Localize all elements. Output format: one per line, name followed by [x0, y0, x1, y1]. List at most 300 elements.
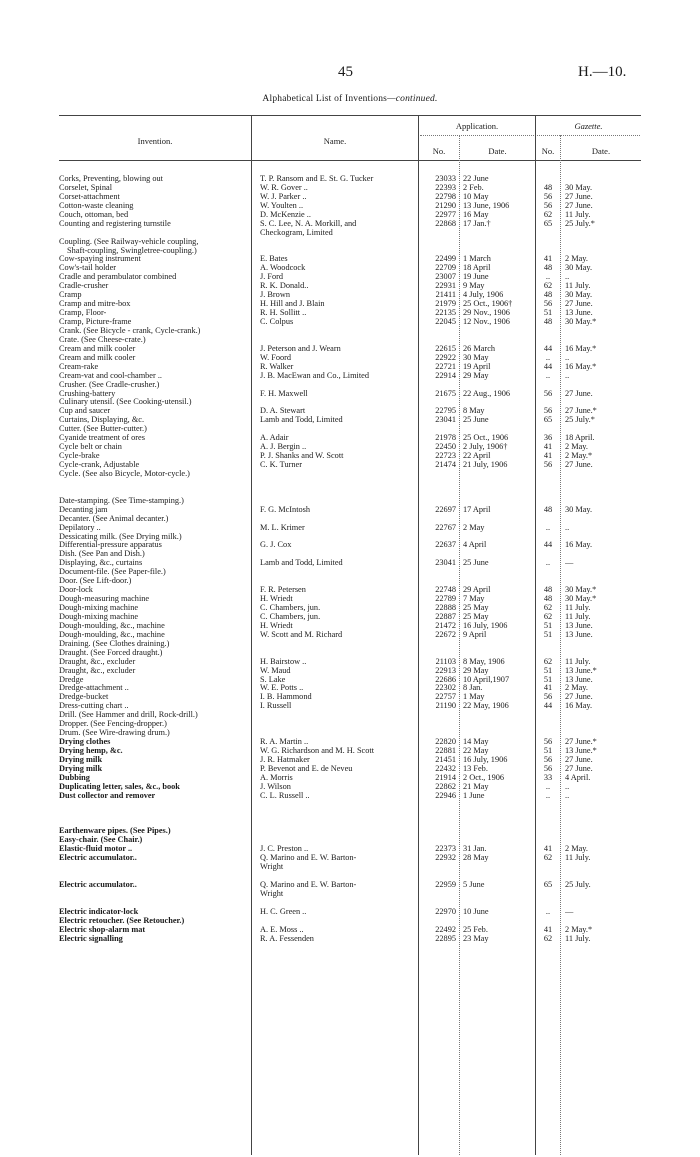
cross-reference-row: [0, 577, 700, 586]
invention-cell: Dough-mixing machine: [59, 604, 139, 612]
name-cell: Checkogram, Limited: [260, 228, 333, 237]
gazette-date-cell: ..: [565, 791, 570, 800]
application-number-cell: 22767: [435, 523, 456, 532]
application-number-cell: 22914: [435, 371, 456, 380]
table-row: [0, 291, 700, 300]
invention-cell: Dough-moulding, &c., machine: [59, 621, 165, 630]
application-number-cell: 22723: [435, 452, 456, 461]
name-cell: A. J. Bergin ..: [260, 443, 307, 452]
application-number-cell: 21190: [435, 702, 456, 711]
invention-cell: Drying clothes: [59, 738, 111, 747]
application-date-cell: 2 Oct., 1906: [463, 773, 505, 782]
application-date-cell: 25 Oct., 1906†: [463, 300, 513, 309]
application-number-cell: 23007: [435, 273, 456, 282]
gazette-number-cell: 44: [543, 702, 553, 711]
application-number-cell: 22615: [435, 344, 456, 353]
gazette-column-header: [536, 121, 641, 131]
gazette-date-cell: 27 June.: [565, 300, 593, 309]
gazette-date-cell: 16 May.: [565, 702, 593, 711]
gazette-date-cell: 30 May.: [565, 291, 593, 300]
name-cell: J. R. Hatmaker: [260, 755, 310, 764]
application-date-cell: 17 Jan.†: [463, 219, 491, 228]
invention-cell: Crank. (See Bicycle - crank, Cycle-crank.): [59, 326, 201, 335]
application-date-cell: 8 May: [463, 407, 485, 416]
gazette-number-cell: 41: [543, 255, 553, 264]
gazette-number-cell: 62: [543, 657, 553, 666]
application-number-cell: 22862: [435, 782, 456, 791]
gazette-number-cell: 48: [543, 318, 553, 326]
application-number-cell: 22450: [435, 443, 456, 452]
gazette-date-cell: 30 May.*: [565, 318, 597, 326]
gazette-number-cell: 44: [543, 362, 553, 371]
cross-reference-row: [0, 640, 700, 649]
table-row: [0, 220, 700, 229]
name-cell: W. Maud: [260, 666, 291, 675]
invention-cell: Cow-spaying instrument: [59, 255, 141, 264]
table-row: [0, 559, 700, 568]
gazette-number-cell: ..: [545, 523, 551, 532]
table-row: [0, 541, 700, 550]
gazette-date-cell: 11 July.: [565, 657, 591, 666]
cross-reference-row: [0, 327, 700, 336]
application-date-cell: 1 March: [463, 255, 491, 264]
invention-cell: Dredge-attachment ..: [59, 684, 129, 693]
table-row: [0, 845, 700, 854]
gazette-number-cell: 48: [543, 586, 553, 595]
invention-cell: Electric retoucher. (See Retoucher.): [59, 916, 185, 925]
gazette-number-cell: 51: [543, 666, 553, 675]
gazette-date-cell: 25 July.: [565, 881, 591, 890]
name-cell: H. Hill and J. Blain: [260, 300, 325, 309]
invention-cell: Displaying, &c., curtains: [59, 559, 143, 568]
gazette-number-cell: 48: [543, 595, 553, 604]
name-cell: H. Bairstow ..: [260, 657, 307, 666]
table-row: [0, 693, 700, 702]
name-cell: A. Morris: [260, 773, 293, 782]
gazette-date-cell: 27 June.: [565, 764, 593, 773]
invention-cell: Dish. (See Pan and Dish.): [59, 550, 145, 559]
gazette-number-cell: 56: [543, 461, 553, 469]
invention-cell: Corset-attachment: [59, 192, 120, 201]
invention-cell: Cramp and mitre-box: [59, 300, 131, 309]
gazette-date-cell: 2 May.*: [565, 925, 593, 934]
cross-reference-row: [0, 238, 700, 247]
application-number-cell: 21914: [435, 773, 456, 782]
gazette-date-cell: 25 July.*: [565, 219, 595, 228]
header-bottom-rule: [59, 160, 641, 161]
invention-cell: Culinary utensil. (See Cooking-utensil.): [59, 398, 192, 407]
invention-cell: Dough-measuring machine: [59, 595, 150, 604]
application-number-cell: 21290: [435, 201, 456, 210]
table-row: [0, 684, 700, 693]
table-row: [0, 372, 700, 381]
cross-reference-row: [0, 533, 700, 542]
application-column-header: Application.: [455, 121, 499, 131]
invention-cell: Dessicating milk. (See Drying milk.): [59, 532, 182, 541]
name-cell: F. G. McIntosh: [260, 505, 311, 514]
gazette-date-cell: 27 June.: [565, 389, 593, 398]
cross-reference-row: [0, 247, 700, 256]
application-date-cell: 23 May: [463, 934, 489, 943]
invention-cell: Drying milk: [59, 755, 103, 764]
invention-cell: Document-file. (See Paper-file.): [59, 568, 166, 577]
gazette-number-cell: 65: [543, 416, 553, 425]
table-row: [0, 264, 700, 273]
cross-reference-row: [0, 515, 700, 524]
gazette-number-cell: ..: [545, 273, 551, 282]
gazette-number-cell: ..: [545, 353, 551, 362]
gazette-date-cell: 30 May.: [565, 264, 593, 273]
blank-row: [0, 819, 700, 828]
invention-cell: Shaft-coupling, Swingletree-coupling.): [67, 246, 197, 255]
invention-cell: Dredge-bucket: [59, 693, 109, 702]
application-number-cell: 22697: [435, 505, 456, 514]
application-number-cell: 22637: [435, 541, 456, 550]
name-cell: W. G. Richardson and M. H. Scott: [260, 747, 374, 755]
gazette-date-cell: 27 June.*: [565, 738, 597, 747]
gazette-number-cell: 62: [543, 934, 553, 943]
gazette-number-cell: 41: [543, 925, 553, 934]
application-number-cell: 22922: [435, 353, 456, 362]
invention-cell: Differential-pressure apparatus: [59, 541, 162, 550]
invention-cell: Cream-rake: [59, 362, 99, 371]
table-row: [0, 613, 700, 622]
invention-cell: Depilatory ..: [59, 523, 101, 532]
gazette-number-cell: 41: [543, 443, 553, 452]
application-subheader-rule: [420, 135, 640, 136]
application-date-cell: 10 May: [463, 192, 489, 201]
invention-cell: Drum. (See Wire-drawing drum.): [59, 729, 170, 738]
application-date-cell: 1 May: [463, 693, 485, 702]
gazette-number-cell: 65: [543, 219, 553, 228]
gazette-number-cell: 56: [543, 755, 553, 764]
invention-cell: Dropper. (See Fencing-dropper.): [59, 720, 167, 729]
name-cell: R. A. Martin ..: [260, 738, 309, 747]
table-row: [0, 229, 700, 238]
invention-cell: Cream-vat and cool-chamber ..: [59, 371, 162, 380]
application-number-cell: 23041: [435, 416, 456, 425]
application-number-cell: 22721: [435, 362, 456, 371]
name-cell: W. R. Gover ..: [260, 183, 308, 192]
gazette-number-cell: 62: [543, 210, 553, 219]
name-cell: Q. Marino and E. W. Barton-: [260, 854, 357, 863]
table-row: [0, 586, 700, 595]
gazette-number-cell: 33: [543, 773, 553, 782]
cross-reference-row: [0, 711, 700, 720]
gazette-number-cell: 51: [543, 309, 553, 318]
list-heading: [0, 94, 700, 104]
name-cell: Lamb and Todd, Limited: [260, 416, 343, 425]
table-row: [0, 926, 700, 935]
application-date-cell: 29 April: [463, 586, 491, 595]
invention-cell: Electric indicator-lock: [59, 907, 139, 916]
table-row: [0, 738, 700, 747]
invention-cell: Draught, &c., excluder: [59, 666, 136, 675]
gazette-date-cell: 11 July.: [565, 934, 591, 943]
gazette-number-cell: 62: [543, 282, 553, 291]
application-date-cell: 21 July, 1906: [463, 461, 508, 469]
app-date-column-header: Date.: [488, 146, 507, 156]
inventions-table-body: [0, 175, 700, 944]
table-row: [0, 193, 700, 202]
application-date-cell: 29 May: [463, 666, 489, 675]
page-number: 45: [338, 64, 353, 80]
invention-cell: Elastic-fluid motor ..: [59, 845, 133, 854]
gazette-number-cell: 48: [543, 264, 553, 273]
blank-row: [0, 810, 700, 819]
table-row: [0, 407, 700, 416]
name-cell: R. A. Fessenden: [260, 934, 314, 943]
gazette-date-cell: 13 June.: [565, 630, 593, 639]
gazette-label: Gazette.: [574, 121, 603, 131]
name-cell: H. Wriedt: [260, 595, 293, 604]
name-cell: W. Youlten ..: [260, 201, 304, 210]
application-date-cell: 7 May: [463, 595, 485, 604]
gazette-date-cell: 16 May.*: [565, 362, 597, 371]
invention-cell: Dough-moulding, &c., machine: [59, 630, 165, 639]
gazette-number-cell: 41: [543, 684, 553, 693]
gazette-date-cell: 16 May.*: [565, 344, 597, 353]
gazette-date-cell: ..: [565, 273, 570, 282]
table-row: [0, 345, 700, 354]
name-cell: C. L. Russell ..: [260, 791, 310, 800]
gazette-date-cell: 16 May.: [565, 541, 593, 550]
invention-cell: Cradle-crusher: [59, 282, 109, 291]
invention-cell: Cup and saucer: [59, 407, 111, 416]
gazette-date-cell: ..: [565, 353, 570, 362]
application-date-cell: 9 April: [463, 630, 487, 639]
invention-cell: Dress-cutting chart ..: [59, 702, 129, 711]
invention-cell: Decanter. (See Animal decanter.): [59, 514, 169, 523]
gazette-number-cell: 62: [543, 604, 553, 612]
cross-reference-row: [0, 649, 700, 658]
application-date-cell: 22 Aug., 1906: [463, 389, 511, 398]
table-row: [0, 676, 700, 685]
gazette-number-cell: 56: [543, 738, 553, 747]
name-cell: H. C. Green ..: [260, 907, 307, 916]
cross-reference-row: [0, 917, 700, 926]
application-number-cell: 21411: [435, 291, 456, 300]
application-date-cell: 19 April: [463, 362, 491, 371]
gazette-number-cell: 62: [543, 854, 553, 863]
invention-cell: Cycle-crank, Adjustable: [59, 461, 140, 469]
application-number-cell: 22977: [435, 210, 456, 219]
name-cell: J. Peterson and J. Wearn: [260, 344, 341, 353]
application-number-cell: 22959: [435, 881, 456, 890]
cross-reference-row: [0, 381, 700, 390]
blank-row: [0, 801, 700, 810]
gazette-number-cell: 44: [543, 541, 553, 550]
name-cell: I. Russell: [260, 702, 292, 711]
application-number-cell: 21103: [435, 657, 456, 666]
blank-row: [0, 899, 700, 908]
invention-cell: Corks, Preventing, blowing out: [59, 175, 163, 183]
invention-cell: Dough-mixing machine: [59, 612, 139, 621]
invention-cell: Drying milk: [59, 764, 103, 773]
header-top-rule: [59, 115, 641, 116]
cross-reference-row: [0, 550, 700, 559]
gazette-number-cell: 51: [543, 675, 553, 684]
invention-cell: Door. (See Lift-door.): [59, 577, 132, 586]
table-row: [0, 765, 700, 774]
cross-reference-row: [0, 720, 700, 729]
table-row: [0, 667, 700, 676]
application-number-cell: 22748: [435, 586, 456, 595]
gazette-number-cell: 56: [543, 300, 553, 309]
name-cell: W. Scott and M. Richard: [260, 630, 343, 639]
gazette-date-cell: 11 July.: [565, 282, 591, 291]
gazette-date-cell: 27 June.*: [565, 407, 597, 416]
table-row: [0, 443, 700, 452]
invention-cell: Crushing-battery: [59, 389, 116, 398]
gazette-date-cell: 2 May.: [565, 255, 588, 264]
application-number-cell: 22913: [435, 666, 456, 675]
invention-cell: Door-lock: [59, 586, 93, 595]
application-date-cell: 2 July, 1906†: [463, 443, 508, 452]
table-row: [0, 702, 700, 711]
table-row: [0, 747, 700, 756]
application-number-cell: 22393: [435, 183, 456, 192]
table-row: [0, 631, 700, 640]
application-number-cell: 22970: [435, 907, 456, 916]
gazette-date-cell: 13 June.: [565, 621, 593, 630]
name-cell: Q. Marino and E. W. Barton-: [260, 881, 357, 890]
invention-column-header: Invention.: [137, 136, 173, 146]
application-number-cell: 22302: [435, 684, 456, 693]
gazette-date-cell: 27 June.: [565, 461, 593, 469]
application-date-cell: 19 June: [463, 273, 489, 282]
gazette-number-cell: 36: [543, 434, 553, 443]
table-row: [0, 452, 700, 461]
cross-reference-row: [0, 836, 700, 845]
table-row: [0, 595, 700, 604]
application-date-cell: 29 Nov., 1906: [463, 309, 510, 318]
name-cell: J. C. Preston ..: [260, 845, 309, 854]
application-date-cell: 10 April,1907: [463, 675, 510, 684]
gazette-date-cell: 2 May.: [565, 845, 588, 854]
application-number-cell: 21979: [435, 300, 456, 309]
gazette-date-cell: 30 May.: [565, 505, 593, 514]
application-date-cell: 12 Nov., 1906: [463, 318, 510, 326]
application-number-cell: 22709: [435, 264, 456, 273]
invention-cell: Decanting jam: [59, 505, 108, 514]
gazette-date-cell: 25 July.*: [565, 416, 595, 425]
application-number-cell: 22946: [435, 791, 456, 800]
cross-reference-row: [0, 827, 700, 836]
application-number-cell: 22895: [435, 934, 456, 943]
cross-reference-row: [0, 336, 700, 345]
table-row: [0, 282, 700, 291]
application-date-cell: 17 April: [463, 505, 491, 514]
application-number-cell: 21451: [435, 755, 456, 764]
invention-cell: Electric signalling: [59, 934, 123, 943]
name-cell: Lamb and Todd, Limited: [260, 559, 343, 568]
app-no-column-header: No.: [432, 146, 446, 156]
name-cell: W. E. Potts ..: [260, 684, 304, 693]
application-date-cell: 31 Jan.: [463, 845, 487, 854]
table-row: [0, 273, 700, 282]
gazette-number-cell: 56: [543, 764, 553, 773]
gazette-date-cell: 11 July.: [565, 854, 591, 863]
application-date-cell: 9 May: [463, 282, 485, 291]
table-row: [0, 854, 700, 863]
invention-cell: Cyanide treatment of ores: [59, 434, 145, 443]
name-cell: C. Chambers, jun.: [260, 604, 321, 612]
gazette-number-cell: ..: [545, 907, 551, 916]
application-date-cell: 25 June: [463, 416, 489, 425]
gazette-date-cell: ..: [565, 523, 570, 532]
invention-cell: Cycle-brake: [59, 452, 100, 461]
application-number-cell: 23041: [435, 559, 456, 568]
application-date-cell: 4 July, 1906: [463, 291, 504, 300]
application-date-cell: 13 June, 1906: [463, 201, 510, 210]
gazette-date-cell: 13 June.: [565, 309, 593, 318]
invention-cell: Dubbing: [59, 773, 90, 782]
invention-cell: Crusher. (See Cradle-crusher.): [59, 380, 160, 389]
application-number-cell: 22931: [435, 282, 456, 291]
application-date-cell: 22 April: [463, 452, 491, 461]
application-date-cell: 25 Feb.: [463, 925, 488, 934]
name-cell: M. L. Krimer: [260, 523, 305, 532]
gazette-date-cell: 13 June.: [565, 675, 593, 684]
name-cell: F. R. Petersen: [260, 586, 306, 595]
table-row: [0, 461, 700, 470]
cross-reference-row: [0, 425, 700, 434]
table-row: [0, 756, 700, 765]
gazette-number-cell: ..: [545, 371, 551, 380]
name-cell: D. McKenzie ..: [260, 210, 311, 219]
cross-reference-row: [0, 470, 700, 479]
gazette-date-cell: ..: [565, 371, 570, 380]
application-number-cell: 22499: [435, 255, 456, 264]
invention-cell: Cotton-waste cleaning: [59, 201, 134, 210]
gaz-no-column-header: No.: [541, 146, 555, 156]
gazette-date-cell: 11 July.: [565, 612, 591, 621]
invention-cell: Draught, &c., excluder: [59, 657, 136, 666]
application-number-cell: 22492: [435, 925, 456, 934]
gazette-date-cell: 13 June.*: [565, 666, 597, 675]
application-number-cell: 22798: [435, 192, 456, 201]
list-title-suffix: —continued.: [387, 94, 438, 104]
invention-cell: Easy-chair. (See Chair.): [59, 836, 143, 845]
application-date-cell: 25 June: [463, 559, 489, 568]
application-number-cell: 22686: [435, 675, 456, 684]
invention-cell: Cow's-tail holder: [59, 264, 117, 273]
name-cell: J. Ford: [260, 273, 284, 282]
name-cell: C. Chambers, jun.: [260, 612, 321, 621]
gazette-number-cell: 48: [543, 291, 553, 300]
table-row: [0, 792, 700, 801]
gazette-number-cell: 62: [543, 612, 553, 621]
invention-cell: Dredge: [59, 675, 84, 684]
application-number-cell: 21472: [435, 621, 456, 630]
name-column-header: Name.: [323, 136, 347, 146]
application-date-cell: 1 June: [463, 791, 485, 800]
application-number-cell: 22932: [435, 854, 456, 863]
gazette-number-cell: 44: [543, 344, 553, 353]
application-date-cell: 2 May: [463, 523, 485, 532]
application-date-cell: 28 May: [463, 854, 489, 863]
table-row: [0, 524, 700, 533]
table-row: [0, 774, 700, 783]
application-date-cell: 10 June: [463, 907, 489, 916]
invention-cell: Cream and milk cooler: [59, 344, 136, 353]
invention-cell: Cramp, Floor-: [59, 309, 107, 318]
invention-cell: Coupling. (See Railway-vehicle coupling,: [59, 237, 199, 246]
name-cell: Wright: [260, 863, 284, 872]
application-number-cell: 21978: [435, 434, 456, 443]
table-row: [0, 354, 700, 363]
